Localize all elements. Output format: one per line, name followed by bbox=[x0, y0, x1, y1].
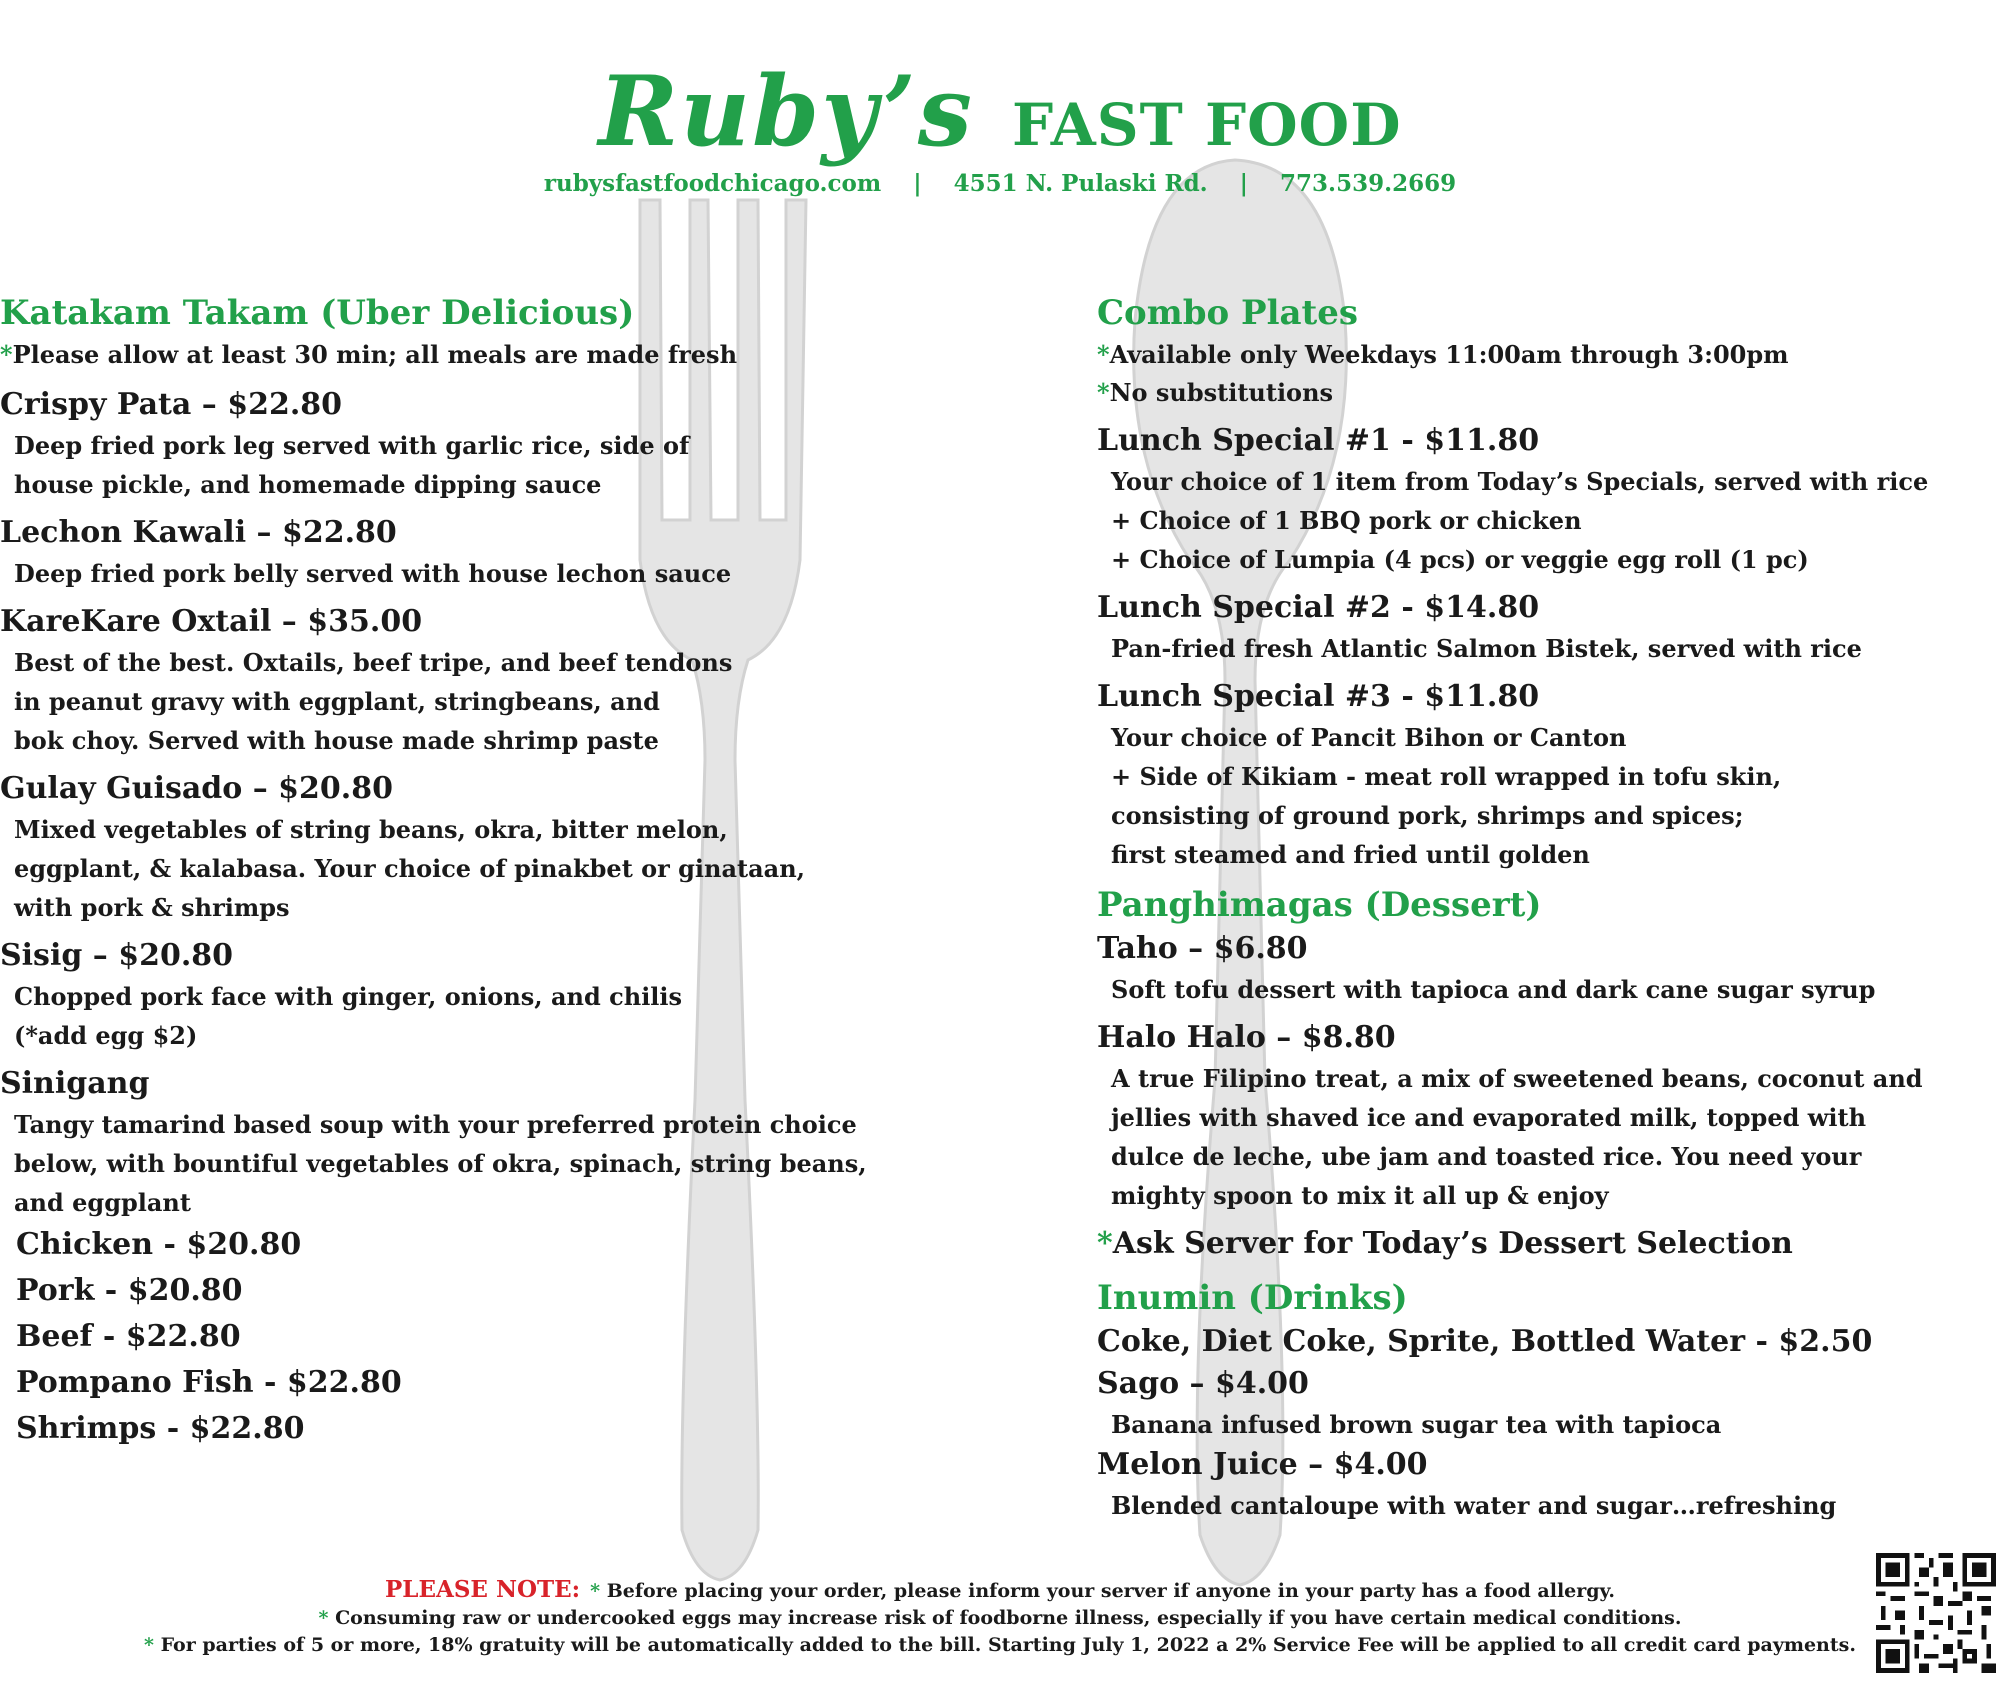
address: 4551 N. Pulaski Rd. bbox=[953, 170, 1208, 197]
menu-item-desc: A true Filipino treat, a mix of sweetened beans, coconut and bbox=[1111, 1064, 1923, 1093]
sinigang-option: Pork - $20.80 bbox=[16, 1273, 243, 1308]
separator: | bbox=[913, 170, 922, 197]
menu-item-desc: + Side of Kikiam - meat roll wrapped in tofu skin, bbox=[1111, 762, 1782, 791]
footer-line: * Consuming raw or undercooked eggs may increase risk of foodborne illness, especially if you have certain medical conditions. bbox=[318, 1607, 1682, 1629]
menu-item bbox=[1097, 1017, 1997, 1215]
menu-item-desc: below, with bountiful vegetables of okra, spinach, string beans, bbox=[14, 1149, 867, 1178]
sinigang-options bbox=[0, 1222, 1000, 1452]
menu-item bbox=[1097, 587, 1997, 668]
website-link[interactable]: rubysfastfoodchicago.com bbox=[543, 170, 882, 197]
section-note: *Please allow at least 30 min; all meals are made fresh bbox=[0, 340, 738, 369]
menu-item-desc: + Choice of 1 BBQ pork or chicken bbox=[1111, 506, 1582, 535]
menu-item-title: Melon Juice – $4.00 bbox=[1097, 1447, 1428, 1482]
menu-item-desc: Deep fried pork belly served with house lechon sauce bbox=[14, 559, 732, 588]
menu-item-desc: Soft tofu dessert with tapioca and dark cane sugar syrup bbox=[1111, 975, 1876, 1004]
please-note-label: PLEASE NOTE: bbox=[384, 1576, 581, 1603]
menu-item bbox=[1097, 1444, 1997, 1525]
menu-item-desc: + Choice of Lumpia (4 pcs) or veggie egg roll (1 pc) bbox=[1111, 545, 1809, 574]
menu-item-desc: mighty spoon to mix it all up & enjoy bbox=[1111, 1181, 1609, 1210]
menu-item bbox=[1097, 420, 1997, 579]
menu-item bbox=[1097, 928, 1997, 1009]
section-note: *No substitutions bbox=[1097, 378, 1334, 407]
menu-item bbox=[0, 384, 1000, 504]
right-column bbox=[1097, 290, 1997, 1525]
brand-header bbox=[0, 55, 2000, 168]
menu-item-desc: Tangy tamarind based soup with your preferred protein choice bbox=[14, 1110, 857, 1139]
menu-item-title: Coke, Diet Coke, Sprite, Bottled Water - $2.50 bbox=[1097, 1324, 1873, 1359]
menu-item-desc: jellies with shaved ice and evaporated milk, topped with bbox=[1111, 1103, 1867, 1132]
left-column bbox=[0, 290, 1000, 1452]
menu-item-desc: Deep fried pork leg served with garlic rice, side of bbox=[14, 431, 690, 460]
menu-item-desc: Chopped pork face with ginger, onions, and chilis bbox=[14, 982, 683, 1011]
menu-item-desc: Pan-fried fresh Atlantic Salmon Bistek, served with rice bbox=[1111, 634, 1862, 663]
menu-item-title: Lunch Special #1 - $11.80 bbox=[1097, 423, 1540, 458]
menu-item-desc: Banana infused brown sugar tea with tapioca bbox=[1111, 1410, 1722, 1439]
menu-item bbox=[0, 1063, 1000, 1222]
menu-item bbox=[0, 935, 1000, 1055]
menu-item bbox=[0, 512, 1000, 593]
menu-item-desc: eggplant, & kalabasa. Your choice of pinakbet or ginataan, bbox=[14, 854, 806, 883]
menu-item-title: Halo Halo – $8.80 bbox=[1097, 1020, 1396, 1055]
section-title-katakam: Katakam Takam (Uber Delicious) bbox=[0, 293, 635, 333]
menu-item-desc: Mixed vegetables of string beans, okra, bitter melon, bbox=[14, 815, 728, 844]
menu-item-desc: in peanut gravy with eggplant, stringbeans, and bbox=[14, 687, 660, 716]
section-title-dessert: Panghimagas (Dessert) bbox=[1097, 885, 1542, 925]
menu-item-desc: Best of the best. Oxtails, beef tripe, and beef tendons bbox=[14, 648, 733, 677]
menu-item-desc: consisting of ground pork, shrimps and spices; bbox=[1111, 801, 1744, 830]
menu-item-desc: first steamed and fried until golden bbox=[1111, 840, 1590, 869]
menu-item-title: Lunch Special #2 - $14.80 bbox=[1097, 590, 1540, 625]
menu-item-desc: bok choy. Served with house made shrimp paste bbox=[14, 726, 659, 755]
phone[interactable]: 773.539.2669 bbox=[1280, 170, 1457, 197]
menu-item bbox=[0, 601, 1000, 760]
sinigang-option: Beef - $22.80 bbox=[16, 1319, 241, 1354]
menu-item-desc: and eggplant bbox=[14, 1188, 191, 1217]
menu-item-title: KareKare Oxtail – $35.00 bbox=[0, 604, 423, 639]
brand-name: FAST FOOD bbox=[1011, 91, 1402, 159]
menu-item-title: Sisig – $20.80 bbox=[0, 938, 234, 973]
menu-item-desc: Your choice of 1 item from Today’s Specials, served with rice bbox=[1111, 467, 1929, 496]
menu-item-title: Lunch Special #3 - $11.80 bbox=[1097, 679, 1540, 714]
section-title-combo: Combo Plates bbox=[1097, 293, 1358, 333]
menu-item-desc: Blended cantaloupe with water and sugar…refreshing bbox=[1111, 1491, 1837, 1520]
menu-item bbox=[0, 768, 1000, 927]
footer-line: * For parties of 5 or more, 18% gratuity will be automatically added to the bill. Starting July 1, 2022 a 2% Service Fee will be applied to all credit card payments. bbox=[144, 1634, 1856, 1656]
menu-item bbox=[1097, 676, 1997, 874]
section-title-drinks: Inumin (Drinks) bbox=[1097, 1278, 1408, 1318]
menu-item-desc: house pickle, and homemade dipping sauce bbox=[14, 470, 602, 499]
brand-script-name: Ruby’s bbox=[598, 55, 974, 168]
menu-item-title: Sinigang bbox=[0, 1066, 150, 1101]
menu-item-desc: dulce de leche, ube jam and toasted rice. You need your bbox=[1111, 1142, 1862, 1171]
menu-item-desc: (*add egg $2) bbox=[14, 1021, 198, 1050]
menu-item bbox=[1097, 1363, 1997, 1444]
sinigang-option: Chicken - $20.80 bbox=[16, 1227, 302, 1262]
menu-item-title: Lechon Kawali – $22.80 bbox=[0, 515, 397, 550]
separator: | bbox=[1239, 170, 1249, 197]
menu-item-desc: Your choice of Pancit Bihon or Canton bbox=[1111, 723, 1627, 752]
sinigang-option: Pompano Fish - $22.80 bbox=[16, 1365, 402, 1400]
footer-notes bbox=[0, 1576, 2000, 1659]
contact-bar bbox=[0, 170, 2000, 197]
dessert-note: *Ask Server for Today’s Dessert Selection bbox=[1097, 1226, 1793, 1261]
qr-code-icon[interactable] bbox=[1876, 1553, 1996, 1673]
menu-item-title: Crispy Pata – $22.80 bbox=[0, 387, 343, 422]
menu-item-title: Sago – $4.00 bbox=[1097, 1366, 1309, 1401]
menu-item-desc: with pork & shrimps bbox=[14, 893, 290, 922]
menu-item-title: Taho – $6.80 bbox=[1097, 931, 1308, 966]
footer-line: PLEASE NOTE: * Before placing your order, please inform your server if anyone in your party has a food allergy. bbox=[384, 1576, 1616, 1603]
section-note: *Available only Weekdays 11:00am through 3:00pm bbox=[1097, 340, 1789, 369]
menu-item-title: Gulay Guisado – $20.80 bbox=[0, 771, 393, 806]
sinigang-option: Shrimps - $22.80 bbox=[16, 1411, 305, 1446]
